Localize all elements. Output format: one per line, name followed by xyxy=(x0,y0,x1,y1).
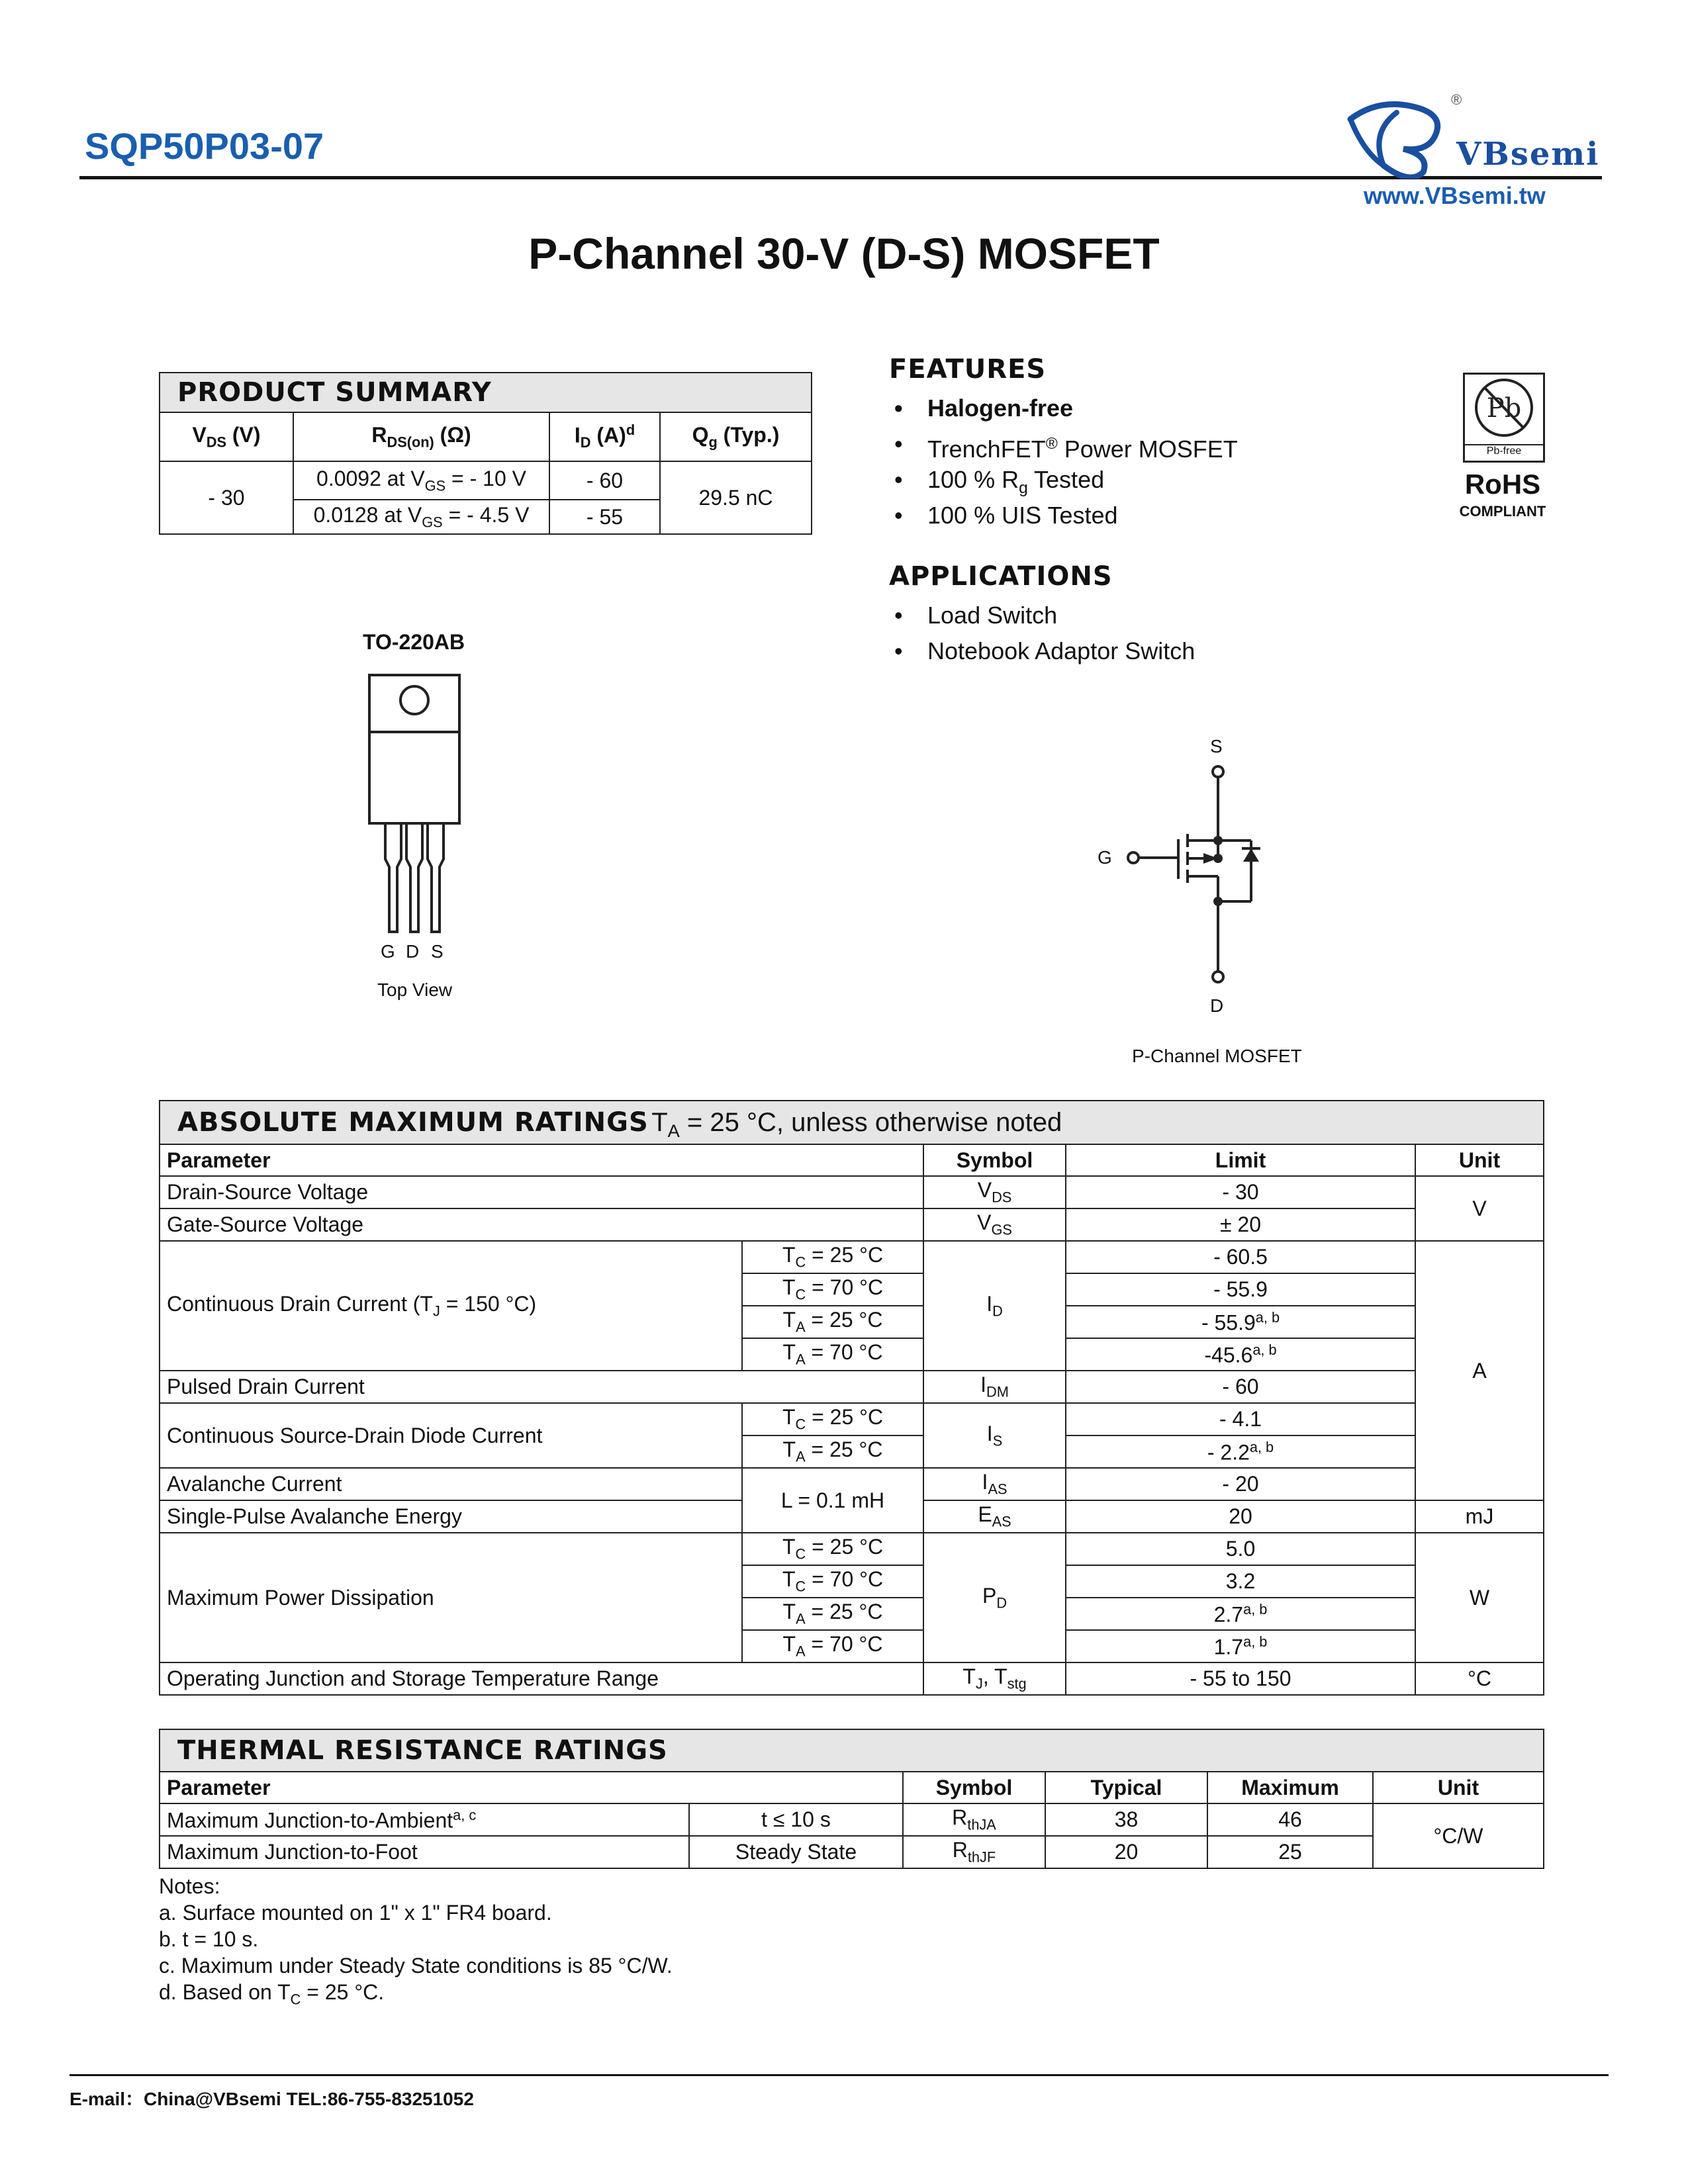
applications-title: APPLICATIONS xyxy=(889,561,1113,592)
lim-ias: - 20 xyxy=(1066,1468,1415,1500)
lim-pd-1: 5.0 xyxy=(1066,1533,1415,1565)
feature-item: • Halogen-free xyxy=(889,390,1238,426)
th-cond-2: Steady State xyxy=(689,1836,903,1868)
pb-label: Pb xyxy=(1486,393,1522,424)
th-cond-1: t ≤ 10 s xyxy=(689,1803,903,1836)
th-typ-2: 20 xyxy=(1045,1836,1207,1868)
note-a: a. Surface mounted on 1" x 1" FR4 board. xyxy=(159,1901,552,1925)
cond-l: L = 0.1 mH xyxy=(742,1468,923,1533)
cond-is-ta25: $T_A = 25$ °C xyxy=(742,1435,923,1468)
note-b: b. t = 10 s. xyxy=(159,1927,259,1951)
th-col-unit: Unit xyxy=(1373,1772,1544,1803)
param-vds: Drain-Source Voltage xyxy=(160,1176,923,1208)
th-max-1: 46 xyxy=(1207,1803,1373,1836)
param-id: Continuous Drain Current ($T_J = 150$ °C) xyxy=(160,1241,742,1371)
abs-max-condition: $T_A = 25$ °C, unless otherwise noted xyxy=(651,1108,1062,1141)
sym-idm: $I_{DM}$ xyxy=(923,1371,1066,1403)
thermal-title-bar xyxy=(159,1729,1544,1772)
pin-label-d: D xyxy=(406,941,420,962)
footer-contact: E-mail：China@VBsemi TEL:86-755-83251052 xyxy=(70,2089,474,2109)
lim-id-2: - 55.9 xyxy=(1066,1273,1415,1306)
th-col-typical: Typical xyxy=(1045,1772,1207,1803)
brand-name: VBsemi xyxy=(1456,136,1600,173)
feature-item: • 100 % UIS Tested xyxy=(889,498,1238,533)
sym-vds: $V_{DS}$ xyxy=(923,1176,1066,1208)
lim-id-3: - 55.9$^{a, b}$ xyxy=(1066,1306,1415,1338)
cond-pd-tc70: $T_C = 70$ °C xyxy=(742,1565,923,1598)
note-c: c. Maximum under Steady State conditions is 85 °C/W. xyxy=(159,1954,673,1978)
col-parameter: Parameter xyxy=(160,1144,923,1176)
sym-tj: $T_J$, $T_{stg}$ xyxy=(923,1662,1066,1695)
rds-row1: 0.0092 at $V_{GS}$ = - 10 V xyxy=(293,461,549,500)
to220-package-icon xyxy=(363,668,469,940)
param-idm: Pulsed Drain Current xyxy=(160,1371,923,1403)
th-col-symbol: Symbol xyxy=(903,1772,1045,1803)
pin-label-s: S xyxy=(431,941,444,962)
schematic-label-d: D xyxy=(1210,995,1224,1016)
sym-id: $I_D$ xyxy=(923,1241,1066,1371)
col-symbol: Symbol xyxy=(923,1144,1066,1176)
col-rds: $R_{DS(on)}$ (Ω) xyxy=(293,412,549,461)
cond-pd-ta70: $T_A = 70$ °C xyxy=(742,1630,923,1662)
th-sym-1: $R_{thJA}$ xyxy=(903,1803,1045,1836)
lim-idm: - 60 xyxy=(1066,1371,1415,1403)
lim-is-2: - 2.2$^{a, b}$ xyxy=(1066,1435,1415,1468)
schematic-label-g: G xyxy=(1098,847,1112,868)
sym-ias: $I_{AS}$ xyxy=(923,1468,1066,1500)
lim-eas: 20 xyxy=(1066,1500,1415,1533)
cond-ta70: $T_A = 70$ °C xyxy=(742,1338,923,1371)
product-summary xyxy=(159,372,812,535)
notes xyxy=(159,1873,673,2008)
features-title: FEATURES xyxy=(889,354,1047,385)
page-title: P-Channel 30-V (D-S) MOSFET xyxy=(528,229,1160,278)
th-col-maximum: Maximum xyxy=(1207,1772,1373,1803)
vbsemi-logo-icon xyxy=(1337,93,1456,179)
rohs-compliant: COMPLIANT xyxy=(1459,503,1546,520)
lim-pd-4: 1.7$^{a, b}$ xyxy=(1066,1630,1415,1662)
pin-label-g: G xyxy=(381,941,395,962)
lim-tj: - 55 to 150 xyxy=(1066,1662,1415,1695)
part-number: SQP50P03-07 xyxy=(85,125,324,167)
pb-free-badge xyxy=(1463,373,1545,463)
param-pd: Maximum Power Dissipation xyxy=(160,1533,742,1662)
sym-eas: $E_{AS}$ xyxy=(923,1500,1066,1533)
feature-item: • TrenchFET® Power MOSFET xyxy=(889,426,1238,462)
th-param-ambient: Maximum Junction-to-Ambient$^{a, c}$ xyxy=(160,1803,689,1836)
sym-pd: $P_D$ xyxy=(923,1533,1066,1662)
pb-free-icon xyxy=(1465,375,1543,441)
col-id: $I_D$ $(A)^d$ xyxy=(549,412,660,461)
lim-pd-2: 3.2 xyxy=(1066,1565,1415,1598)
param-eas: Single-Pulse Avalanche Energy xyxy=(160,1500,742,1533)
abs-max-title-bar xyxy=(159,1100,1544,1145)
abs-max-ratings xyxy=(159,1100,1544,1696)
qg-value: 29.5 nC xyxy=(660,461,812,534)
lim-pd-3: 2.7$^{a, b}$ xyxy=(1066,1598,1415,1630)
notes-title: Notes: xyxy=(159,1874,220,1898)
schematic-caption: P-Channel MOSFET xyxy=(1132,1046,1302,1066)
features-list xyxy=(889,390,1238,533)
lim-id-1: - 60.5 xyxy=(1066,1241,1415,1273)
application-item: • Load Switch xyxy=(889,598,1195,633)
cond-pd-tc25: $T_C = 25$ °C xyxy=(742,1533,923,1565)
col-qg: $Q_g$ (Typ.) xyxy=(660,412,812,461)
unit-v: V xyxy=(1415,1176,1544,1241)
id-row1: - 60 xyxy=(549,461,660,500)
vds-value: - 30 xyxy=(160,461,293,534)
param-ias: Avalanche Current xyxy=(160,1468,742,1500)
cond-ta25: $T_A = 25$ °C xyxy=(742,1306,923,1338)
col-unit: Unit xyxy=(1415,1144,1544,1176)
cond-tc25: $T_C = 25$ °C xyxy=(742,1241,923,1273)
schematic-label-s: S xyxy=(1210,736,1223,756)
rohs-label: RoHS xyxy=(1464,469,1541,500)
application-item: • Notebook Adaptor Switch xyxy=(889,633,1195,669)
th-sym-2: $R_{thJF}$ xyxy=(903,1836,1045,1868)
th-max-2: 25 xyxy=(1207,1836,1373,1868)
param-tj: Operating Junction and Storage Temperature Range xyxy=(160,1662,923,1695)
applications-list xyxy=(889,598,1195,669)
website-link[interactable]: www.VBsemi.tw xyxy=(1364,182,1546,209)
cond-pd-ta25: $T_A = 25$ °C xyxy=(742,1598,923,1630)
lim-vds: - 30 xyxy=(1066,1176,1415,1208)
lim-vgs: ± 20 xyxy=(1066,1208,1415,1241)
thermal-ratings xyxy=(159,1729,1544,1869)
feature-item: • 100 % $R_g$ Tested xyxy=(889,462,1238,498)
footer-rule xyxy=(70,2074,1609,2076)
unit-a: A xyxy=(1415,1241,1544,1500)
th-typ-1: 38 xyxy=(1045,1803,1207,1836)
rds-row2: 0.0128 at $V_{GS}$ = - 4.5 V xyxy=(293,500,549,534)
cond-tc70: $T_C = 70$ °C xyxy=(742,1273,923,1306)
note-d: d. Based on $T_C = 25$ °C. xyxy=(159,1980,385,2008)
col-vds: $V_{DS}$ (V) xyxy=(160,412,293,461)
p-channel-mosfet-symbol-icon xyxy=(1119,761,1278,993)
id-row2: - 55 xyxy=(549,500,660,534)
cond-is-tc25: $T_C = 25$ °C xyxy=(742,1403,923,1435)
abs-max-title: ABSOLUTE MAXIMUM RATINGS xyxy=(177,1107,649,1138)
unit-mj: mJ xyxy=(1415,1500,1544,1533)
product-summary-title: PRODUCT SUMMARY xyxy=(159,372,812,413)
package-name: TO-220AB xyxy=(363,630,465,654)
thermal-title: THERMAL RESISTANCE RATINGS xyxy=(177,1735,668,1766)
lim-id-4: -45.6$^{a, b}$ xyxy=(1066,1338,1415,1371)
sym-is: $I_S$ xyxy=(923,1403,1066,1468)
unit-c: °C xyxy=(1415,1662,1544,1695)
th-unit: °C/W xyxy=(1373,1803,1544,1868)
param-vgs: Gate-Source Voltage xyxy=(160,1208,923,1241)
th-param-foot: Maximum Junction-to-Foot xyxy=(160,1836,689,1868)
registered-mark: ® xyxy=(1451,91,1462,108)
lim-is-1: - 4.1 xyxy=(1066,1403,1415,1435)
unit-w: W xyxy=(1415,1533,1544,1662)
col-limit: Limit xyxy=(1066,1144,1415,1176)
param-is: Continuous Source-Drain Diode Current xyxy=(160,1403,742,1468)
sym-vgs: $V_{GS}$ xyxy=(923,1208,1066,1241)
th-col-parameter: Parameter xyxy=(160,1772,903,1803)
package-view-label: Top View xyxy=(377,979,453,1000)
pb-free-label: Pb-free xyxy=(1465,444,1543,457)
